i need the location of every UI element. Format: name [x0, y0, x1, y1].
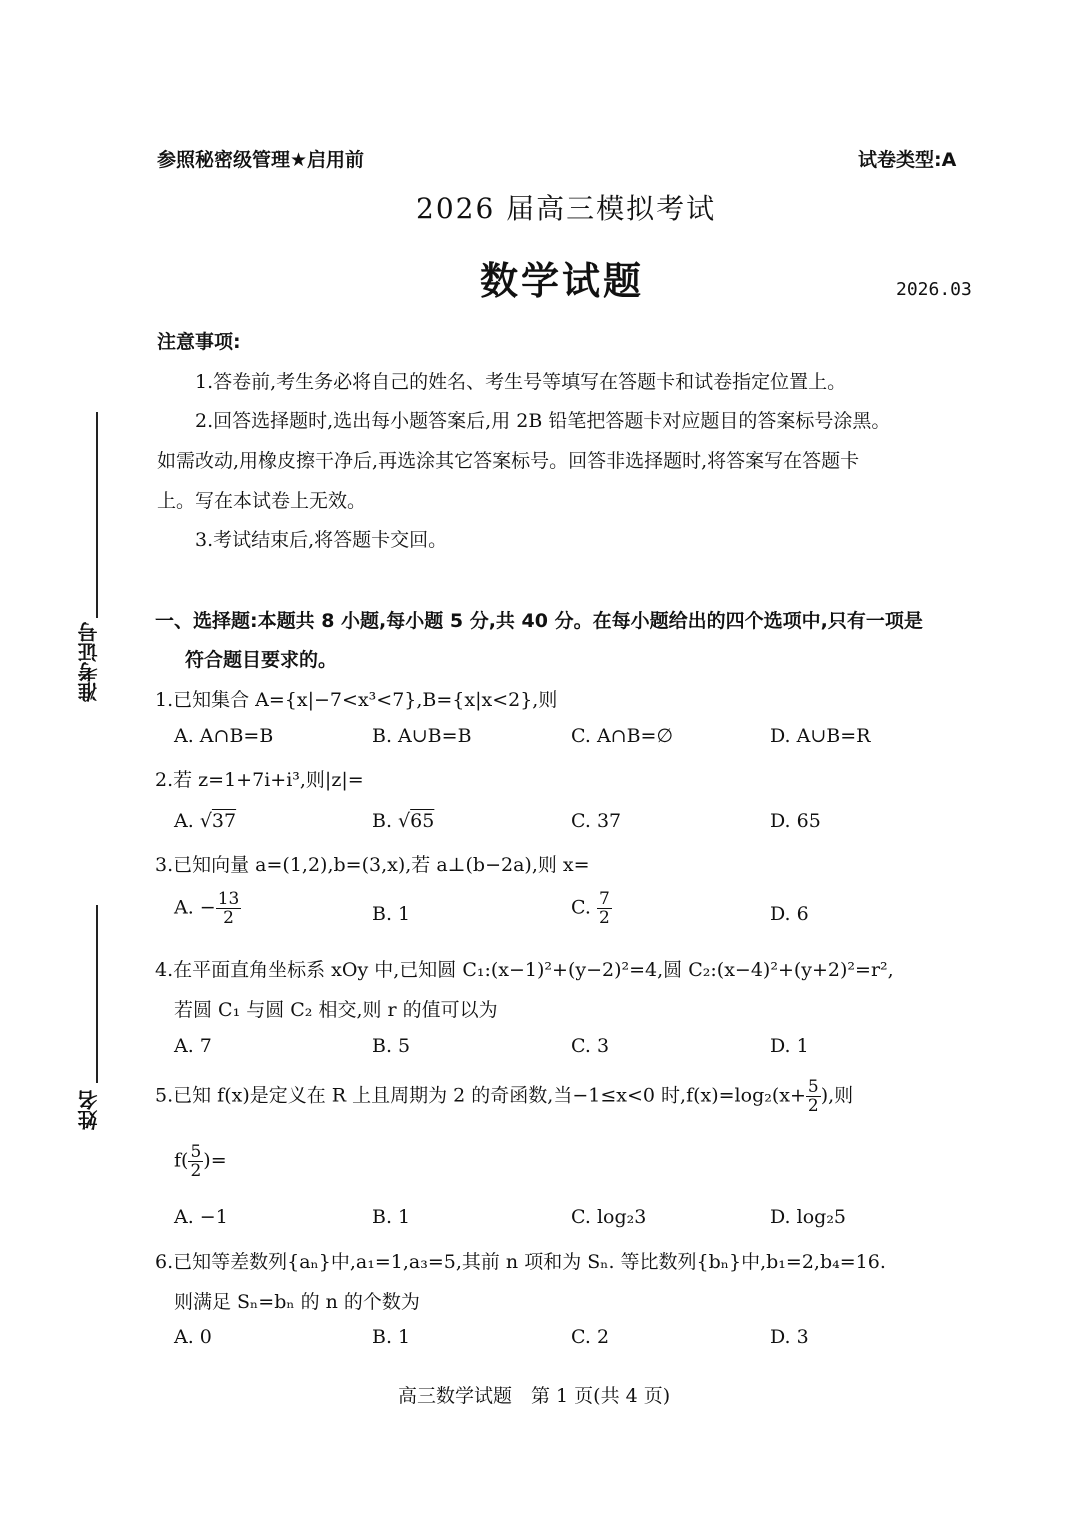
question-4-option-a: A. 7 — [174, 1035, 212, 1057]
notice-item-2: 2.回答选择题时,选出每小题答案后,用 2B 铅笔把答题卡对应题目的答案标号涂黑。 — [195, 410, 891, 432]
sqrt-value: 65 — [410, 810, 435, 832]
fraction: $\frac{7}{2}$ — [598, 889, 610, 928]
notice-item-1: 1.答卷前,考生务必将自己的姓名、考生号等填写在答题卡和试卷指定位置上。 — [195, 371, 847, 393]
question-3-stem: 3.已知向量 a=(1,2),b=(3,x),若 a⊥(b−2a),则 x= — [155, 854, 590, 876]
question-5-option-c: C. log₂3 — [571, 1206, 647, 1228]
question-4-stem: 4.在平面直角坐标系 xOy 中,已知圆 C₁:(x−1)²+(y−2)²=4,圆 C₂:(x−4)²+(y+2)²=r², — [155, 959, 894, 981]
page-title: 数学试题 — [480, 259, 645, 303]
question-3-option-b: B. 1 — [372, 903, 411, 925]
notice-item-2-cont: 如需改动,用橡皮擦干净后,再选涂其它答案标号。回答非选择题时,将答案写在答题卡 — [157, 450, 860, 472]
question-5-option-d: D. log₂5 — [770, 1206, 847, 1228]
section-1-heading: 一、选择题:本题共 8 小题,每小题 5 分,共 40 分。在每小题给出的四个选项中,只有一项是 — [155, 610, 923, 632]
question-1-option-a: A. A∩B=B — [174, 725, 274, 747]
fraction: $\frac{13}{2}$ — [217, 889, 240, 928]
question-3-option-d: D. 6 — [770, 903, 809, 925]
question-1-stem: 1.已知集合 A={x|−7<x³<7},B={x|x<2},则 — [155, 689, 558, 711]
confidentiality-label: 参照秘密级管理★启用前 — [157, 149, 365, 171]
exam-id-label: 准考证号 — [77, 622, 101, 702]
question-1-option-d: D. A∪B=R — [770, 725, 871, 747]
question-6-option-c: C. 2 — [571, 1326, 610, 1348]
notice-item-2-end: 上。写在本试卷上无效。 — [157, 490, 367, 512]
question-4-stem-cont: 若圆 C₁ 与圆 C₂ 相交,则 r 的值可以为 — [174, 999, 498, 1021]
exam-date: 2026.03 — [896, 279, 972, 300]
question-2-option-a: A. √37 — [174, 810, 237, 832]
question-4-option-c: C. 3 — [571, 1035, 610, 1057]
notice-item-3: 3.考试结束后,将答题卡交回。 — [195, 529, 448, 551]
question-2-stem: 2.若 z=1+7i+i³,则|z|= — [155, 769, 364, 791]
question-6-option-b: B. 1 — [372, 1326, 411, 1348]
question-6-stem-cont: 则满足 Sₙ=bₙ 的 n 的个数为 — [174, 1291, 420, 1313]
name-blank-line — [96, 905, 98, 1083]
question-2-option-c: C. 37 — [571, 810, 622, 832]
question-6-stem: 6.已知等差数列{aₙ}中,a₁=1,a₃=5,其前 n 项和为 Sₙ. 等比数列{bₙ}中,b₁=2,b₄=16. — [155, 1251, 886, 1273]
name-label: 姓名 — [77, 1090, 101, 1130]
question-4-option-b: B. 5 — [372, 1035, 411, 1057]
paper-type-label: 试卷类型:A — [858, 149, 957, 171]
question-1-option-c: C. A∩B=∅ — [571, 725, 674, 747]
question-5-option-a: A. −1 — [174, 1206, 228, 1228]
section-1-heading-cont: 符合题目要求的。 — [185, 649, 338, 671]
question-5-option-b: B. 1 — [372, 1206, 411, 1228]
question-6-option-a: A. 0 — [174, 1326, 212, 1348]
question-6-option-d: D. 3 — [770, 1326, 809, 1348]
fraction: $\frac{5}{2}$ — [190, 1142, 202, 1181]
exam-title: 2026 届高三模拟考试 — [416, 192, 717, 225]
notice-heading: 注意事项: — [157, 331, 241, 353]
question-3-option-a: A. − $\frac{13}{2}$ — [174, 889, 240, 928]
question-3-option-c: C. $\frac{7}{2}$ — [571, 889, 610, 928]
question-1-option-b: B. A∪B=B — [372, 725, 472, 747]
question-2-option-d: D. 65 — [770, 810, 821, 832]
question-5-stem-cont: f( $\frac{5}{2}$ )= — [174, 1142, 227, 1181]
question-5-stem: 5.已知 f(x)是定义在 R 上且周期为 2 的奇函数,当−1≤x<0 时,f(x)=log₂(x+ $\frac{5}{2}$ ),则 — [155, 1077, 854, 1116]
exam-id-blank-line — [96, 412, 98, 618]
page-footer: 高三数学试题 第 1 页(共 4 页) — [398, 1385, 671, 1407]
fraction: $\frac{5}{2}$ — [807, 1077, 819, 1116]
question-4-option-d: D. 1 — [770, 1035, 809, 1057]
sqrt-value: 37 — [211, 810, 237, 832]
question-2-option-b: B. √65 — [372, 810, 435, 832]
